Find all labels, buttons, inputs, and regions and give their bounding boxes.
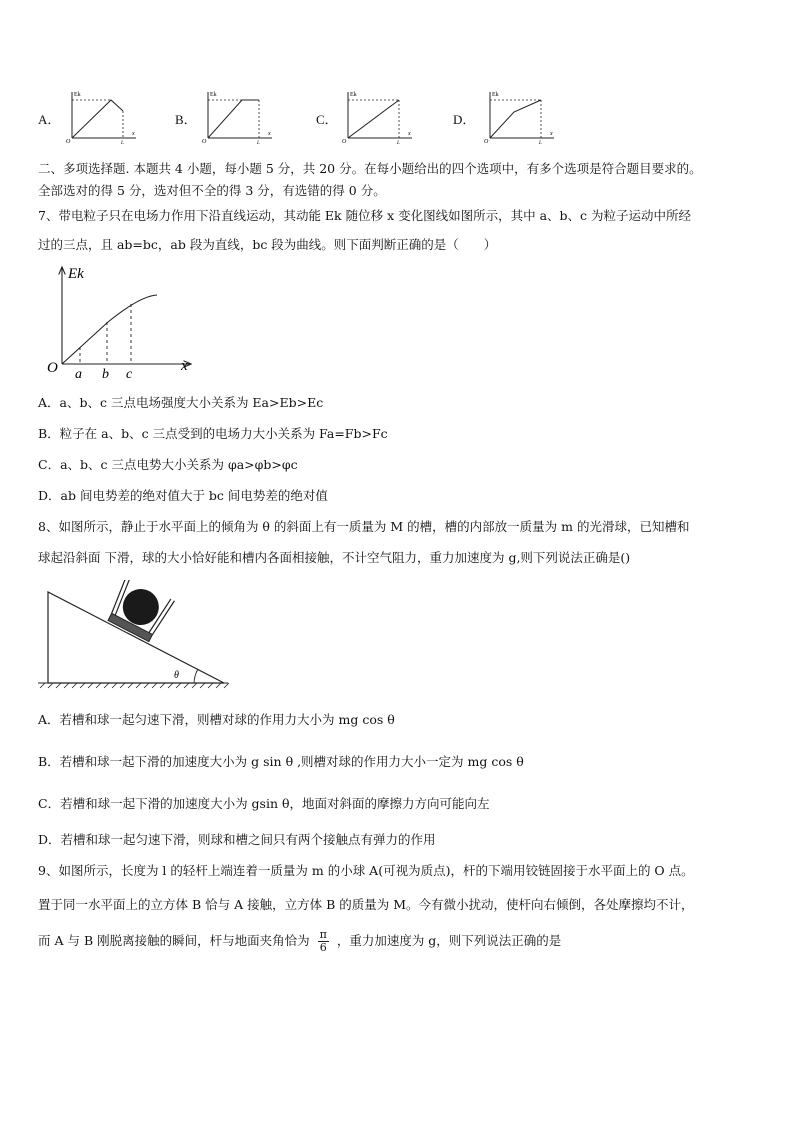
q8-option-b: B．若槽和球一起下滑的加速度大小为 g sin θ ,则槽对球的作用力大小一定为 mg cos θ bbox=[38, 754, 524, 769]
q6-c-tick: L bbox=[397, 141, 400, 144]
q7-graph-point-a: a bbox=[75, 367, 82, 382]
q8-option-a: A．若槽和球一起匀速下滑，则槽对球的作用力大小为 mg cos θ bbox=[38, 712, 395, 727]
q6-option-c-label: C． bbox=[316, 112, 338, 127]
q7-graph-xlabel: x bbox=[181, 358, 188, 374]
q7-stem-line2: 过的三点，且 ab=bc，ab 段为直线，bc 段为曲线。则下面判断正确的是（ ） bbox=[38, 237, 497, 252]
q7-ek-x-graph bbox=[40, 262, 200, 382]
q7-stem-line1: 7、带电粒子只在电场力作用下沿直线运动，其动能 Ek 随位移 x 变化图线如图所示，其中 a、b、c 为粒子运动中所经 bbox=[38, 208, 691, 223]
q6-d-ylabel: Ek bbox=[492, 92, 499, 98]
q7-option-b: B．粒子在 a、b、c 三点受到的电场力大小关系为 Fa=Fb>Fc bbox=[38, 426, 388, 441]
q7-graph-point-b: b bbox=[102, 367, 109, 382]
q9-fraction bbox=[318, 929, 329, 954]
q8-stem-line1: 8、如图所示，静止于水平面上的倾角为 θ 的斜面上有一质量为 M 的槽，槽的内部放一质量为 m 的光滑球，已知槽和 bbox=[38, 519, 690, 534]
q8-option-c: C．若槽和球一起下滑的加速度大小为 gsin θ，地面对斜面的摩擦力方向可能向左 bbox=[38, 796, 490, 811]
section2-line2: 全部选对的得 5 分，选对但不全的得 3 分，有选错的得 0 分。 bbox=[38, 183, 386, 198]
q6-d-tick: L bbox=[539, 141, 542, 144]
section2-line1: 二、多项选择题. 本题共 4 小题，每小题 5 分，共 20 分。在每小题给出的四个选项中，有多个选项是符合题目要求的。 bbox=[38, 161, 702, 176]
q9-frac-num: π bbox=[319, 928, 327, 941]
q6-option-d-graph bbox=[482, 88, 562, 144]
q7-graph-origin: O bbox=[47, 360, 58, 376]
q8-stem-line2: 球起沿斜面 下滑，球的大小恰好能和槽内各面相接触，不计空气阻力，重力加速度为 g,则下列说法正确是() bbox=[38, 550, 631, 565]
q6-option-c-graph bbox=[340, 88, 420, 144]
q7-option-c: C．a、b、c 三点电势大小关系为 φa>φb>φc bbox=[38, 457, 298, 472]
q6-b-tick: L bbox=[257, 141, 260, 144]
q6-option-a-graph bbox=[64, 88, 144, 144]
q6-d-origin: O bbox=[484, 139, 489, 144]
q6-a-ylabel: Ek bbox=[74, 92, 81, 98]
q9-line3-post: ，重力加速度为 g，则下列说法正确的是 bbox=[336, 933, 562, 948]
q9-stem-line3 bbox=[38, 929, 561, 954]
q6-option-d-label: D． bbox=[453, 112, 476, 127]
q8-angle-label: θ bbox=[174, 670, 179, 681]
q6-b-origin: O bbox=[202, 139, 207, 144]
q6-c-origin: O bbox=[342, 139, 347, 144]
q7-option-a: A．a、b、c 三点电场强度大小关系为 Ea>Eb>Ec bbox=[38, 395, 324, 410]
q7-graph-ylabel: Ek bbox=[68, 266, 84, 282]
q6-d-xlabel: x bbox=[550, 131, 553, 137]
q6-option-a-label: A． bbox=[38, 112, 61, 127]
q7-graph-point-c: c bbox=[126, 367, 133, 382]
q9-frac-den: 6 bbox=[319, 941, 327, 954]
q6-b-xlabel: x bbox=[268, 131, 271, 137]
q6-option-b-label: B． bbox=[175, 112, 197, 127]
q6-b-ylabel: Ek bbox=[210, 92, 217, 98]
q6-a-xlabel: x bbox=[132, 131, 135, 137]
q9-stem-line1: 9、如图所示，长度为 l 的轻杆上端连着一质量为 m 的小球 A(可视为质点)，杆的下端用铰链固接于水平面上的 O 点。 bbox=[38, 863, 694, 878]
q8-option-d: D．若槽和球一起匀速下滑，则球和槽之间只有两个接触点有弹力的作用 bbox=[38, 832, 436, 847]
q9-line3-pre: 而 A 与 B 刚脱离接触的瞬间，杆与地面夹角恰为 bbox=[38, 933, 310, 948]
q6-a-tick: L bbox=[121, 141, 124, 144]
q6-c-ylabel: Ek bbox=[350, 92, 357, 98]
q6-a-origin: O bbox=[66, 139, 71, 144]
q7-option-d: D．ab 间电势差的绝对值大于 bc 间电势差的绝对值 bbox=[38, 488, 328, 503]
q6-c-xlabel: x bbox=[408, 131, 411, 137]
q8-incline-diagram bbox=[36, 580, 236, 692]
q9-stem-line2: 置于同一水平面上的立方体 B 恰与 A 接触，立方体 B 的质量为 M。今有微小扰动，使杆向右倾倒，各处摩擦均不计， bbox=[38, 897, 694, 912]
q6-option-b-graph bbox=[200, 88, 280, 144]
